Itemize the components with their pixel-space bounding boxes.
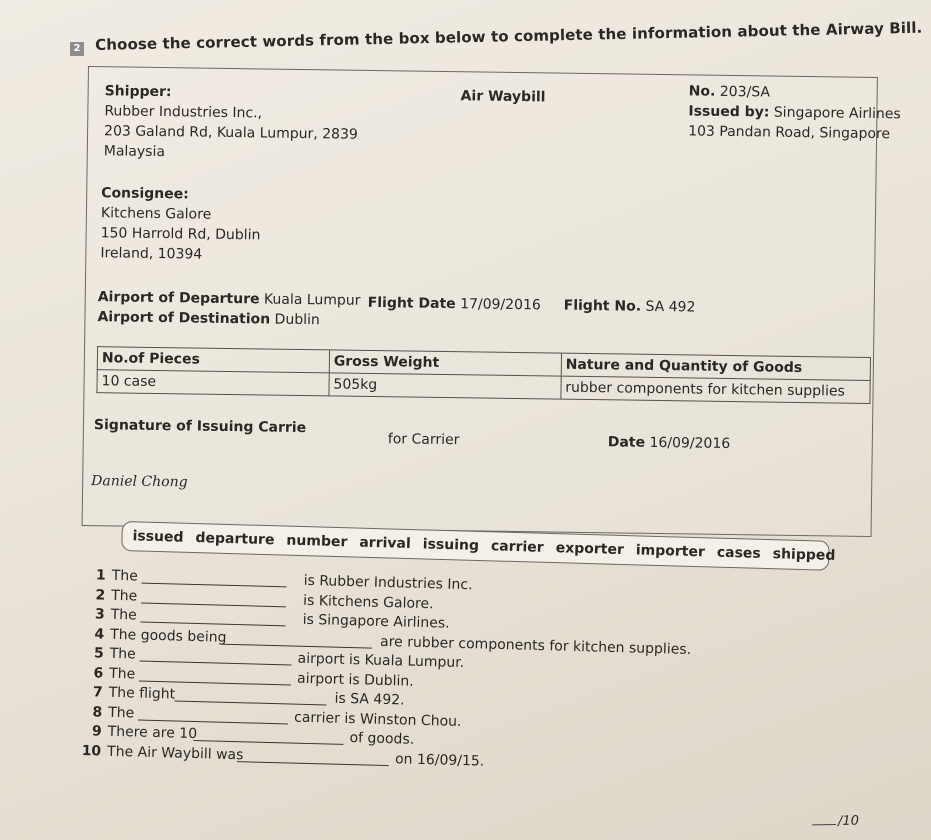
- consignee-line-3: Ireland, 10394: [100, 245, 203, 263]
- list-item: 3 The is Singapore Airlines.: [94, 606, 450, 632]
- exercise-items: [77, 566, 702, 777]
- flight-no-value: SA 492: [645, 298, 696, 316]
- list-item: 5 The airport is Kuala Lumpur.: [93, 645, 465, 672]
- shipper-line-1: Rubber Industries Inc.,: [104, 103, 263, 122]
- date-label: Date: [607, 434, 646, 451]
- issued-by-label: Issued by:: [688, 103, 770, 121]
- list-item: 7 The flight is SA 492.: [92, 684, 405, 709]
- airway-bill-form: [82, 66, 901, 537]
- word-box-item: cases: [716, 544, 761, 562]
- cell-weight: 505kg: [329, 373, 561, 399]
- date-value: 16/09/2016: [649, 434, 731, 453]
- shipper-line-2: 203 Galand Rd, Kuala Lumpur, 2839: [103, 123, 358, 143]
- flight-no-label: Flight No.: [563, 297, 642, 315]
- word-box-item: number: [286, 532, 348, 551]
- flight-date-value: 17/09/2016: [460, 296, 541, 314]
- destination-value: Dublin: [274, 311, 320, 329]
- flight-number: [564, 296, 696, 318]
- shipper-line-3: Malaysia: [103, 143, 166, 161]
- issue-date: [608, 432, 731, 454]
- airports-block: [97, 287, 360, 331]
- list-item: 2 The is Kitchens Galore.: [95, 586, 434, 612]
- answer-blank[interactable]: [237, 761, 389, 766]
- cell-goods: rubber components for kitchen supplies: [561, 376, 871, 403]
- answer-blank[interactable]: [141, 602, 286, 607]
- header-weight: Gross Weight: [329, 350, 561, 376]
- destination-label: Airport of Destination: [97, 309, 271, 328]
- list-item: 1 The is Rubber Industries Inc.: [95, 567, 473, 594]
- list-item: 6 The airport is Dublin.: [93, 664, 414, 690]
- departure-value: Kuala Lumpur: [263, 291, 361, 309]
- question-number: 2: [70, 42, 84, 56]
- list-item: 9 There are 10 of goods.: [91, 723, 415, 748]
- waybill-no-value: 203/SA: [719, 83, 771, 101]
- issuer-block: [688, 81, 901, 144]
- word-box-item: shipped: [772, 546, 836, 564]
- shipper-label: Shipper:: [104, 83, 172, 101]
- word-box-item: importer: [635, 542, 706, 561]
- issued-by-address: 103 Pandan Road, Singapore: [688, 123, 891, 143]
- word-box-item: exporter: [555, 540, 625, 559]
- word-box-item: arrival: [359, 534, 411, 553]
- signature-name: Daniel Chong: [91, 473, 188, 491]
- header-pieces: No.of Pieces: [97, 347, 329, 373]
- header-goods: Nature and Quantity of Goods: [561, 353, 871, 380]
- word-box-item: departure: [195, 530, 275, 549]
- word-box-item: issued: [132, 528, 184, 546]
- issued-by-value: Singapore Airlines: [773, 104, 901, 123]
- waybill-no-label: No.: [688, 83, 716, 100]
- consignee-label: Consignee:: [101, 185, 189, 203]
- list-item: 8 The carrier is Winston Chou.: [92, 703, 462, 730]
- cell-pieces: 10 case: [97, 370, 329, 396]
- departure-label: Airport of Departure: [97, 289, 260, 308]
- score-box: [812, 814, 859, 830]
- consignee-block: [100, 183, 261, 265]
- word-box-item: issuing: [422, 536, 480, 554]
- score-blank[interactable]: [812, 824, 836, 825]
- list-item: 10 The Air Waybill was on 16/09/15.: [81, 742, 485, 770]
- goods-table: [96, 346, 871, 404]
- signature-label: Signature of Issuing Carrie: [93, 417, 307, 437]
- consignee-line-2: 150 Harrold Rd, Dublin: [100, 225, 261, 244]
- word-box-item: carrier: [490, 538, 544, 556]
- question-title: Choose the correct words from the box below to complete the information about the Airway Bill.: [95, 18, 923, 54]
- list-item: 4 The goods being are rubber components for kitchen supplies.: [94, 625, 692, 658]
- score-total: /10: [837, 813, 860, 829]
- air-waybill-title: Air Waybill: [460, 88, 546, 106]
- consignee-line-1: Kitchens Galore: [100, 205, 212, 223]
- flight-date-label: Flight Date: [367, 294, 456, 313]
- shipper-block: [104, 81, 359, 165]
- flight-date: [368, 293, 541, 315]
- for-carrier: for Carrier: [387, 431, 460, 449]
